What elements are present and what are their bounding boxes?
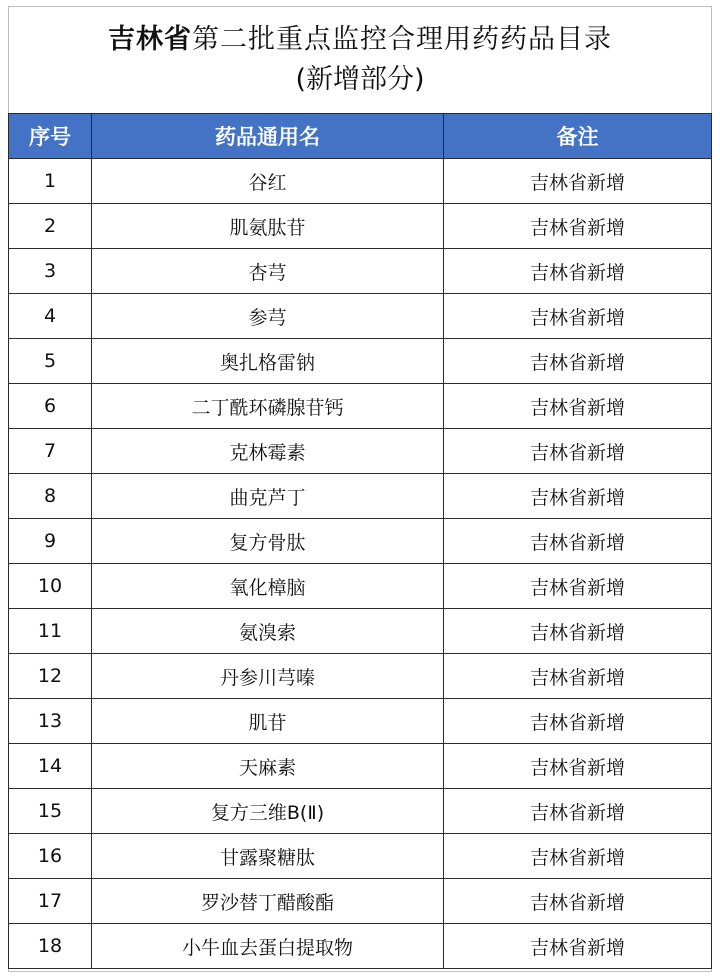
cell-serial: 2 (9, 204, 92, 249)
cell-remark: 吉林省新增 (444, 789, 712, 834)
cell-drug-name: 天麻素 (92, 744, 444, 789)
cell-drug-name: 甘露聚糖肽 (92, 834, 444, 879)
cell-drug-name: 氨溴索 (92, 609, 444, 654)
cell-remark: 吉林省新增 (444, 834, 712, 879)
cell-remark: 吉林省新增 (444, 564, 712, 609)
header-serial: 序号 (9, 114, 92, 159)
page-subtitle: (新增部分) (295, 64, 425, 95)
cell-remark: 吉林省新增 (444, 924, 712, 969)
cell-serial: 18 (9, 924, 92, 969)
cell-drug-name: 丹参川芎嗪 (92, 654, 444, 699)
table-row (9, 429, 712, 474)
cell-drug-name: 曲克芦丁 (92, 474, 444, 519)
cell-serial: 14 (9, 744, 92, 789)
cell-serial: 3 (9, 249, 92, 294)
cell-drug-name: 肌苷 (92, 699, 444, 744)
table-row (9, 789, 712, 834)
cell-serial: 8 (9, 474, 92, 519)
table-row (9, 204, 712, 249)
table-row (9, 744, 712, 789)
cell-serial: 10 (9, 564, 92, 609)
table-row (9, 519, 712, 564)
drug-table (8, 113, 712, 969)
cell-drug-name: 二丁酰环磷腺苷钙 (92, 384, 444, 429)
cell-drug-name: 复方三维B(Ⅱ) (92, 789, 444, 834)
table-row (9, 834, 712, 879)
cell-remark: 吉林省新增 (444, 249, 712, 294)
cell-serial: 9 (9, 519, 92, 564)
cell-drug-name: 参芎 (92, 294, 444, 339)
table-row (9, 294, 712, 339)
cell-drug-name: 氧化樟脑 (92, 564, 444, 609)
title-province: 吉林省 (108, 24, 192, 55)
cell-remark: 吉林省新增 (444, 744, 712, 789)
cell-drug-name: 杏芎 (92, 249, 444, 294)
cell-serial: 7 (9, 429, 92, 474)
header-remark: 备注 (444, 114, 712, 159)
title-main: 第二批重点监控合理用药药品目录 (192, 24, 612, 55)
cell-drug-name: 罗沙替丁醋酸酯 (92, 879, 444, 924)
table-row (9, 924, 712, 969)
cell-serial: 17 (9, 879, 92, 924)
cell-remark: 吉林省新增 (444, 204, 712, 249)
cell-remark: 吉林省新增 (444, 474, 712, 519)
cell-serial: 5 (9, 339, 92, 384)
cell-drug-name: 谷红 (92, 159, 444, 204)
table-row (9, 699, 712, 744)
cell-remark: 吉林省新增 (444, 159, 712, 204)
cell-remark: 吉林省新增 (444, 339, 712, 384)
cell-remark: 吉林省新增 (444, 609, 712, 654)
table-row (9, 474, 712, 519)
table-row (9, 879, 712, 924)
cell-drug-name: 肌氨肽苷 (92, 204, 444, 249)
cell-remark: 吉林省新增 (444, 384, 712, 429)
table-row (9, 249, 712, 294)
cell-serial: 15 (9, 789, 92, 834)
document-sheet (8, 6, 712, 972)
cell-serial: 4 (9, 294, 92, 339)
table-row (9, 564, 712, 609)
cell-serial: 1 (9, 159, 92, 204)
table-body (9, 159, 712, 969)
table-header-row (9, 114, 712, 159)
table-row (9, 654, 712, 699)
title-block (9, 7, 711, 113)
table-row (9, 339, 712, 384)
page-title (108, 20, 612, 60)
table-row (9, 609, 712, 654)
cell-remark: 吉林省新增 (444, 654, 712, 699)
cell-serial: 12 (9, 654, 92, 699)
table-row (9, 159, 712, 204)
cell-drug-name: 克林霉素 (92, 429, 444, 474)
cell-serial: 16 (9, 834, 92, 879)
cell-serial: 6 (9, 384, 92, 429)
cell-serial: 13 (9, 699, 92, 744)
cell-drug-name: 复方骨肽 (92, 519, 444, 564)
cell-remark: 吉林省新增 (444, 294, 712, 339)
cell-remark: 吉林省新增 (444, 429, 712, 474)
table-row (9, 384, 712, 429)
cell-serial: 11 (9, 609, 92, 654)
cell-drug-name: 奥扎格雷钠 (92, 339, 444, 384)
header-drug-name: 药品通用名 (92, 114, 444, 159)
cell-drug-name: 小牛血去蛋白提取物 (92, 924, 444, 969)
cell-remark: 吉林省新增 (444, 699, 712, 744)
cell-remark: 吉林省新增 (444, 879, 712, 924)
cell-remark: 吉林省新增 (444, 519, 712, 564)
